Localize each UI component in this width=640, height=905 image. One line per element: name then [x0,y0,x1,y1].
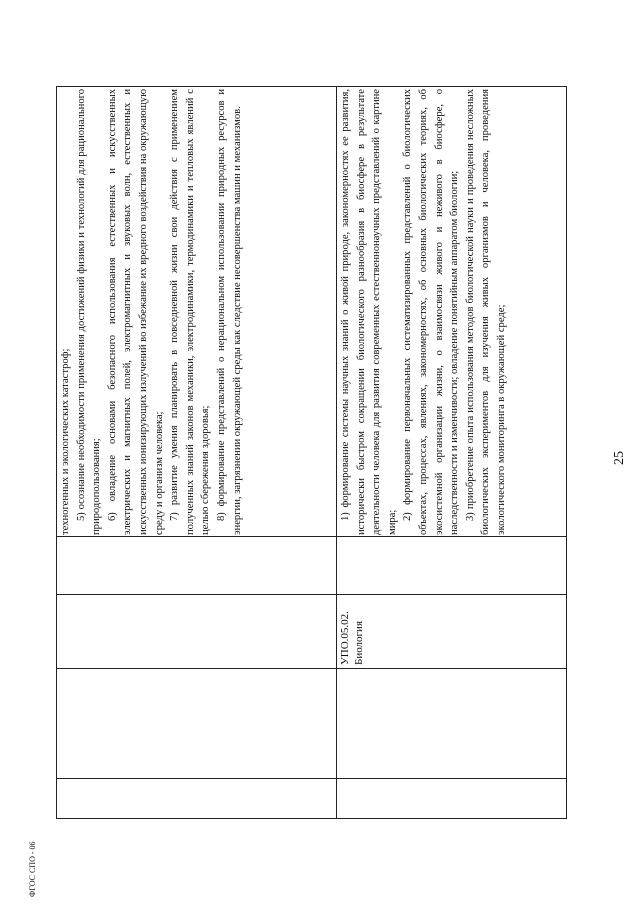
col-line-4 [56,536,566,537]
row1-item-6: 6) овладение основами безопасного использования естественных и искусственных электрических и магнитных полей, электромагнитных и звуковых волн, естественных и искусственных ионизирующих излучений во избежание их вредного воздействия на окружающую среду и организм человека; [106,89,165,535]
footer-label: ФГОС СПО - 06 [28,841,37,897]
col-line-2 [56,668,566,669]
row2-code-cell [338,595,366,665]
row1-item-5: 5) осознание необходимости применения достижений физики и технологий для рационального природопользования; [75,89,103,535]
table-border-right [56,86,566,87]
subject-name: Биология [353,620,365,665]
page-number: 25 [612,451,627,465]
table-border-top [56,86,57,819]
row2-item-3: 3) приобретение опыта использования методов биологической науки и проведения несложных биологических экспериментов для изучения живых организмов и человека, проведения экологического мониторинга в окружающей среде; [464,89,507,535]
row1-line-0: техногенных и экологических катастроф; [60,348,71,535]
row2-item-2: 2) формирование первоначальных систематизированных представлений о биологических объектах, процессах, явлениях, закономерностях, об основных биологических теориях, об экосистемной организации жизни, о взаимосвязи живого и неживого в биосфере, о наследственности и изменчивости; овладение понятийным аппаратом биологии; [402,89,461,535]
row1-item-8: 8) формирование представлений о нерациональном использовании природных ресурсов и энергии, загрязнении окружающей среды как следствие несовершенства машин и механизмов. [215,89,243,535]
table-border-left [56,818,566,819]
col-line-3 [56,594,566,595]
row2-item-1: 1) формирование системы научных знаний о живой природе, закономерностях ее развития, исторически быстром сокращении биологического разнообразия в биосфере в результате деятельности человека для развития современных естественнонаучных представлений о картине мира; [340,89,398,535]
col-line-1 [56,778,566,779]
row-line [336,86,337,819]
table-border-bottom [566,86,567,819]
row1-results-cell [58,89,334,535]
subject-code: УПО.05.02. [339,611,351,665]
row2-results-cell [338,89,564,535]
row1-item-7: 7) развитие умения планировать в повседневной жизни свои действия с применением полученных знаний законов механики, электродинамики, термодинамики и тепловых явлений с целью сбережения здоровья; [169,89,212,535]
